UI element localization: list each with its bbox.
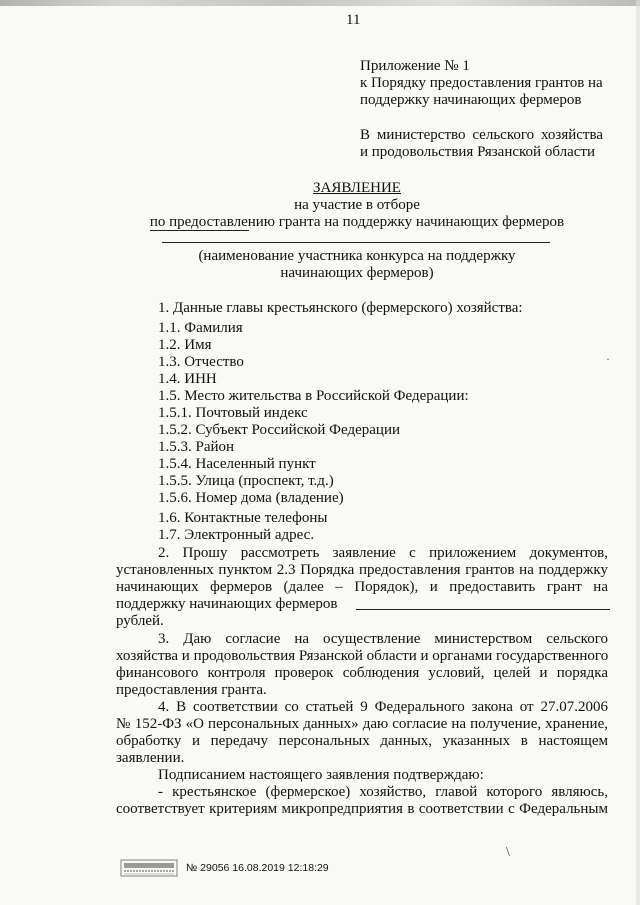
para-2-line-2: установленных пунктом 2.3 Порядка предоставления грантов на поддержку	[116, 562, 608, 578]
participant-caption-line-1: (наименование участника конкурса на поддержку	[198, 248, 516, 264]
document-title: ЗАЯВЛЕНИЕ	[313, 180, 401, 196]
para-2-line-5: рублей.	[116, 613, 164, 629]
item-1-5-5: 1.5.5. Улица (проспект, т.д.)	[158, 473, 334, 489]
para-3-line-3: финансового контроля проверок соблюдения условий, целей и порядка	[116, 665, 608, 681]
grant-amount-line	[356, 609, 610, 610]
para-3-line-4: предоставления гранта.	[116, 682, 267, 698]
para-2-line-4: поддержку начинающих фермеров	[116, 596, 338, 612]
addressee-line-2: и продовольствия Рязанской области	[360, 144, 595, 160]
item-1-5: 1.5. Место жительства в Российской Федерации:	[158, 388, 469, 404]
para-4-line-1: 4. В соответствии со статьей 9 Федерального закона от 27.07.2006	[158, 699, 608, 715]
item-1-5-3: 1.5.3. Район	[158, 439, 235, 455]
item-1-5-1: 1.5.1. Почтовый индекс	[158, 405, 308, 421]
title-subline-1: на участие в отборе	[294, 197, 420, 213]
item-1-3: 1.3. Отчество	[158, 354, 244, 370]
item-1-6: 1.6. Контактные телефоны	[158, 510, 328, 526]
scan-artifact-edge	[636, 0, 640, 905]
confirm-line-1: - крестьянское (фермерское) хозяйство, главой которого являюсь,	[158, 784, 608, 800]
para-4-line-2: № 152-ФЗ «О персональных данных» даю согласие на получение, хранение,	[116, 716, 608, 732]
para-3-line-1: 3. Даю согласие на осуществление министерством сельского	[158, 631, 608, 647]
para-2-line-3: начинающих фермеров (далее – Порядок), и предоставить грант на	[116, 579, 608, 595]
scan-mark-2: \	[506, 845, 510, 860]
item-1-7: 1.7. Электронный адрес.	[158, 527, 315, 543]
appendix-line-2: к Порядку предоставления грантов на	[360, 75, 603, 91]
title-subline-2: по предоставлению гранта на поддержку начинающих фермеров	[149, 214, 565, 230]
registration-number: № 29056 16.08.2019 12:18:29	[186, 862, 329, 874]
registry-stamp-icon	[120, 858, 178, 878]
appendix-line-3: поддержку начинающих фермеров	[360, 92, 582, 108]
appendix-line-1: Приложение № 1	[360, 58, 470, 74]
item-1-5-6: 1.5.6. Номер дома (владение)	[158, 490, 344, 506]
confirm-line-2: соответствует критериям микропредприятия в соответствии с Федеральным	[116, 801, 608, 817]
item-1-4: 1.4. ИНН	[158, 371, 217, 387]
item-1-5-2: 1.5.2. Субъект Российской Федерации	[158, 422, 401, 438]
scan-artifact-top	[0, 0, 640, 6]
participant-name-line	[162, 242, 550, 243]
para-3-line-2: хозяйства и продовольствия Рязанской области и органами государственного	[116, 648, 609, 664]
scan-mark: ·	[606, 352, 610, 366]
item-1-5-4: 1.5.4. Населенный пункт	[158, 456, 316, 472]
title-underline	[150, 230, 249, 231]
para-4-line-4: заявлении.	[116, 750, 185, 766]
addressee-line-1: В министерство сельского хозяйства	[360, 127, 603, 143]
item-1: 1. Данные главы крестьянского (фермерского) хозяйства:	[158, 300, 523, 316]
participant-caption-line-2: начинающих фермеров)	[280, 265, 434, 281]
confirm-intro: Подписанием настоящего заявления подтверждаю:	[158, 767, 484, 783]
para-2-line-1: 2. Прошу рассмотреть заявление с приложением документов,	[158, 545, 608, 561]
para-4-line-3: обработку и передачу персональных данных, указанных в настоящем	[116, 733, 608, 749]
page-number: 11	[346, 12, 361, 28]
item-1-1: 1.1. Фамилия	[158, 320, 243, 336]
item-1-2: 1.2. Имя	[158, 337, 212, 353]
